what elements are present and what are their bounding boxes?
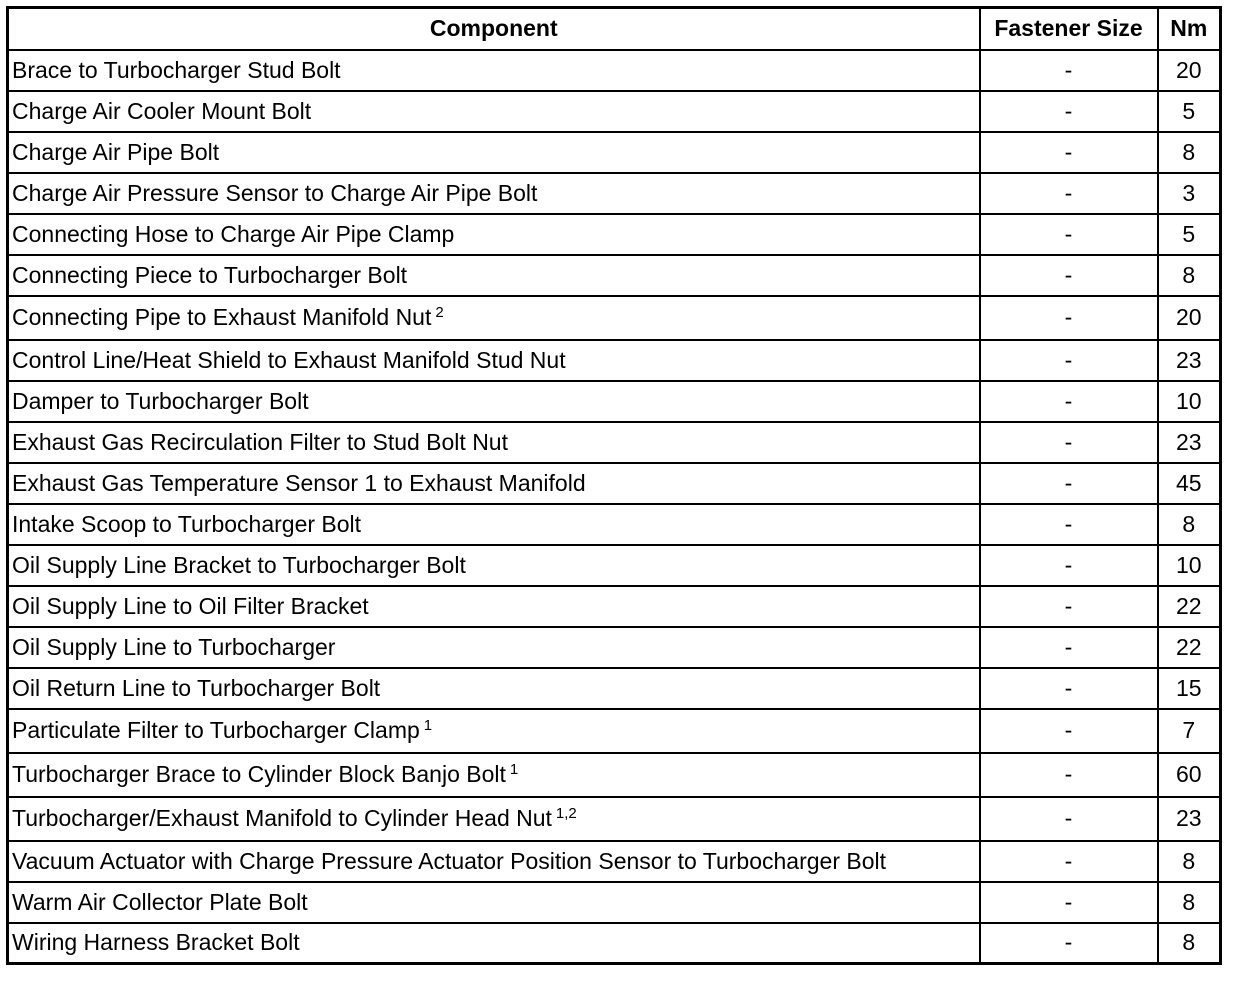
component-cell [8, 91, 980, 132]
component-name: Exhaust Gas Temperature Sensor 1 to Exhaust Manifold [12, 469, 586, 496]
torque-nm-cell: 3 [1158, 173, 1221, 214]
fastener-size-cell: - [980, 173, 1158, 214]
fastener-size-cell: - [980, 882, 1158, 923]
table-row [8, 173, 1221, 214]
fastener-size-cell: - [980, 422, 1158, 463]
component-cell [8, 709, 980, 753]
torque-nm-cell: 8 [1158, 504, 1221, 545]
torque-nm-cell: 5 [1158, 91, 1221, 132]
component-cell [8, 753, 980, 797]
fastener-size-cell: - [980, 923, 1158, 964]
fastener-size-cell: - [980, 504, 1158, 545]
fastener-size-cell: - [980, 255, 1158, 296]
table-row [8, 797, 1221, 841]
component-cell [8, 50, 980, 91]
fastener-size-cell: - [980, 709, 1158, 753]
component-cell [8, 668, 980, 709]
torque-nm-cell: 8 [1158, 255, 1221, 296]
component-name: Connecting Piece to Turbocharger Bolt [12, 261, 408, 288]
fastener-size-cell: - [980, 668, 1158, 709]
table-row [8, 709, 1221, 753]
component-cell [8, 173, 980, 214]
component-name: Warm Air Collector Plate Bolt [12, 888, 308, 915]
fastener-torque-table [6, 6, 1222, 965]
torque-nm-cell: 45 [1158, 463, 1221, 504]
component-cell [8, 545, 980, 586]
component-cell [8, 923, 980, 964]
fastener-size-cell: - [980, 753, 1158, 797]
component-cell [8, 463, 980, 504]
component-name: Oil Supply Line Bracket to Turbocharger Bolt [12, 551, 466, 578]
table-row [8, 923, 1221, 964]
component-name: Turbocharger/Exhaust Manifold to Cylinder Head Nut [12, 805, 552, 831]
fastener-size-cell: - [980, 545, 1158, 586]
table-row [8, 214, 1221, 255]
torque-nm-cell: 10 [1158, 381, 1221, 422]
component-cell [8, 882, 980, 923]
component-cell [8, 504, 980, 545]
torque-nm-cell: 20 [1158, 50, 1221, 91]
component-name: Vacuum Actuator with Charge Pressure Actuator Position Sensor to Turbocharger Bolt [12, 847, 887, 874]
torque-nm-cell: 23 [1158, 340, 1221, 381]
torque-nm-cell: 22 [1158, 627, 1221, 668]
component-cell [8, 381, 980, 422]
fastener-size-cell: - [980, 340, 1158, 381]
torque-nm-cell: 22 [1158, 586, 1221, 627]
footnote-reference: 2 [435, 304, 444, 321]
table-row [8, 545, 1221, 586]
table-row [8, 422, 1221, 463]
table-row [8, 381, 1221, 422]
component-name: Damper to Turbocharger Bolt [12, 387, 309, 414]
fastener-size-cell: - [980, 214, 1158, 255]
table-row [8, 91, 1221, 132]
torque-nm-cell: 7 [1158, 709, 1221, 753]
component-name: Intake Scoop to Turbocharger Bolt [12, 510, 362, 537]
component-name: Control Line/Heat Shield to Exhaust Manifold Stud Nut [12, 346, 566, 373]
table-row [8, 132, 1221, 173]
component-name: Oil Supply Line to Oil Filter Bracket [12, 592, 369, 619]
fastener-size-cell: - [980, 586, 1158, 627]
fastener-size-cell: - [980, 50, 1158, 91]
torque-nm-cell: 23 [1158, 797, 1221, 841]
table-row [8, 627, 1221, 668]
torque-nm-cell: 20 [1158, 296, 1221, 340]
table-row [8, 50, 1221, 91]
table-row [8, 340, 1221, 381]
component-cell [8, 132, 980, 173]
torque-nm-cell: 8 [1158, 132, 1221, 173]
table-row [8, 882, 1221, 923]
component-name: Wiring Harness Bracket Bolt [12, 929, 300, 956]
component-cell [8, 422, 980, 463]
component-name: Exhaust Gas Recirculation Filter to Stud Bolt Nut [12, 428, 508, 455]
table-row [8, 296, 1221, 340]
torque-nm-cell: 23 [1158, 422, 1221, 463]
component-name: Particulate Filter to Turbocharger Clamp [12, 717, 420, 743]
torque-nm-cell: 10 [1158, 545, 1221, 586]
header-fastener-size: Fastener Size [980, 8, 1158, 50]
table-row [8, 841, 1221, 882]
component-name: Turbocharger Brace to Cylinder Block Banjo Bolt [12, 761, 506, 787]
table-body [8, 50, 1221, 964]
table-row [8, 504, 1221, 545]
fastener-size-cell: - [980, 381, 1158, 422]
component-name: Charge Air Cooler Mount Bolt [12, 97, 312, 124]
component-cell [8, 627, 980, 668]
torque-nm-cell: 8 [1158, 923, 1221, 964]
torque-nm-cell: 5 [1158, 214, 1221, 255]
component-cell [8, 841, 980, 882]
table-row [8, 753, 1221, 797]
table-row [8, 586, 1221, 627]
component-name: Connecting Pipe to Exhaust Manifold Nut [12, 304, 432, 330]
component-name: Charge Air Pipe Bolt [12, 138, 220, 165]
table-row [8, 255, 1221, 296]
footnote-reference: 1 [509, 761, 519, 778]
component-name: Brace to Turbocharger Stud Bolt [12, 56, 341, 83]
fastener-size-cell: - [980, 841, 1158, 882]
fastener-size-cell: - [980, 296, 1158, 340]
torque-nm-cell: 8 [1158, 841, 1221, 882]
component-cell [8, 296, 980, 340]
component-name: Oil Supply Line to Turbocharger [12, 633, 336, 660]
component-name: Charge Air Pressure Sensor to Charge Air Pipe Bolt [12, 179, 538, 206]
component-name: Oil Return Line to Turbocharger Bolt [12, 674, 381, 701]
component-cell [8, 340, 980, 381]
table-header-row [8, 8, 1221, 50]
torque-nm-cell: 60 [1158, 753, 1221, 797]
header-component: Component [8, 8, 980, 50]
component-cell [8, 797, 980, 841]
fastener-size-cell: - [980, 797, 1158, 841]
header-nm: Nm [1158, 8, 1221, 50]
footnote-reference: 1,2 [555, 805, 577, 822]
component-cell [8, 586, 980, 627]
fastener-size-cell: - [980, 463, 1158, 504]
table-row [8, 463, 1221, 504]
fastener-size-cell: - [980, 91, 1158, 132]
component-name: Connecting Hose to Charge Air Pipe Clamp [12, 220, 455, 247]
torque-nm-cell: 8 [1158, 882, 1221, 923]
fastener-size-cell: - [980, 627, 1158, 668]
component-cell [8, 214, 980, 255]
component-cell [8, 255, 980, 296]
torque-nm-cell: 15 [1158, 668, 1221, 709]
footnote-reference: 1 [423, 717, 433, 734]
table-row [8, 668, 1221, 709]
fastener-size-cell: - [980, 132, 1158, 173]
